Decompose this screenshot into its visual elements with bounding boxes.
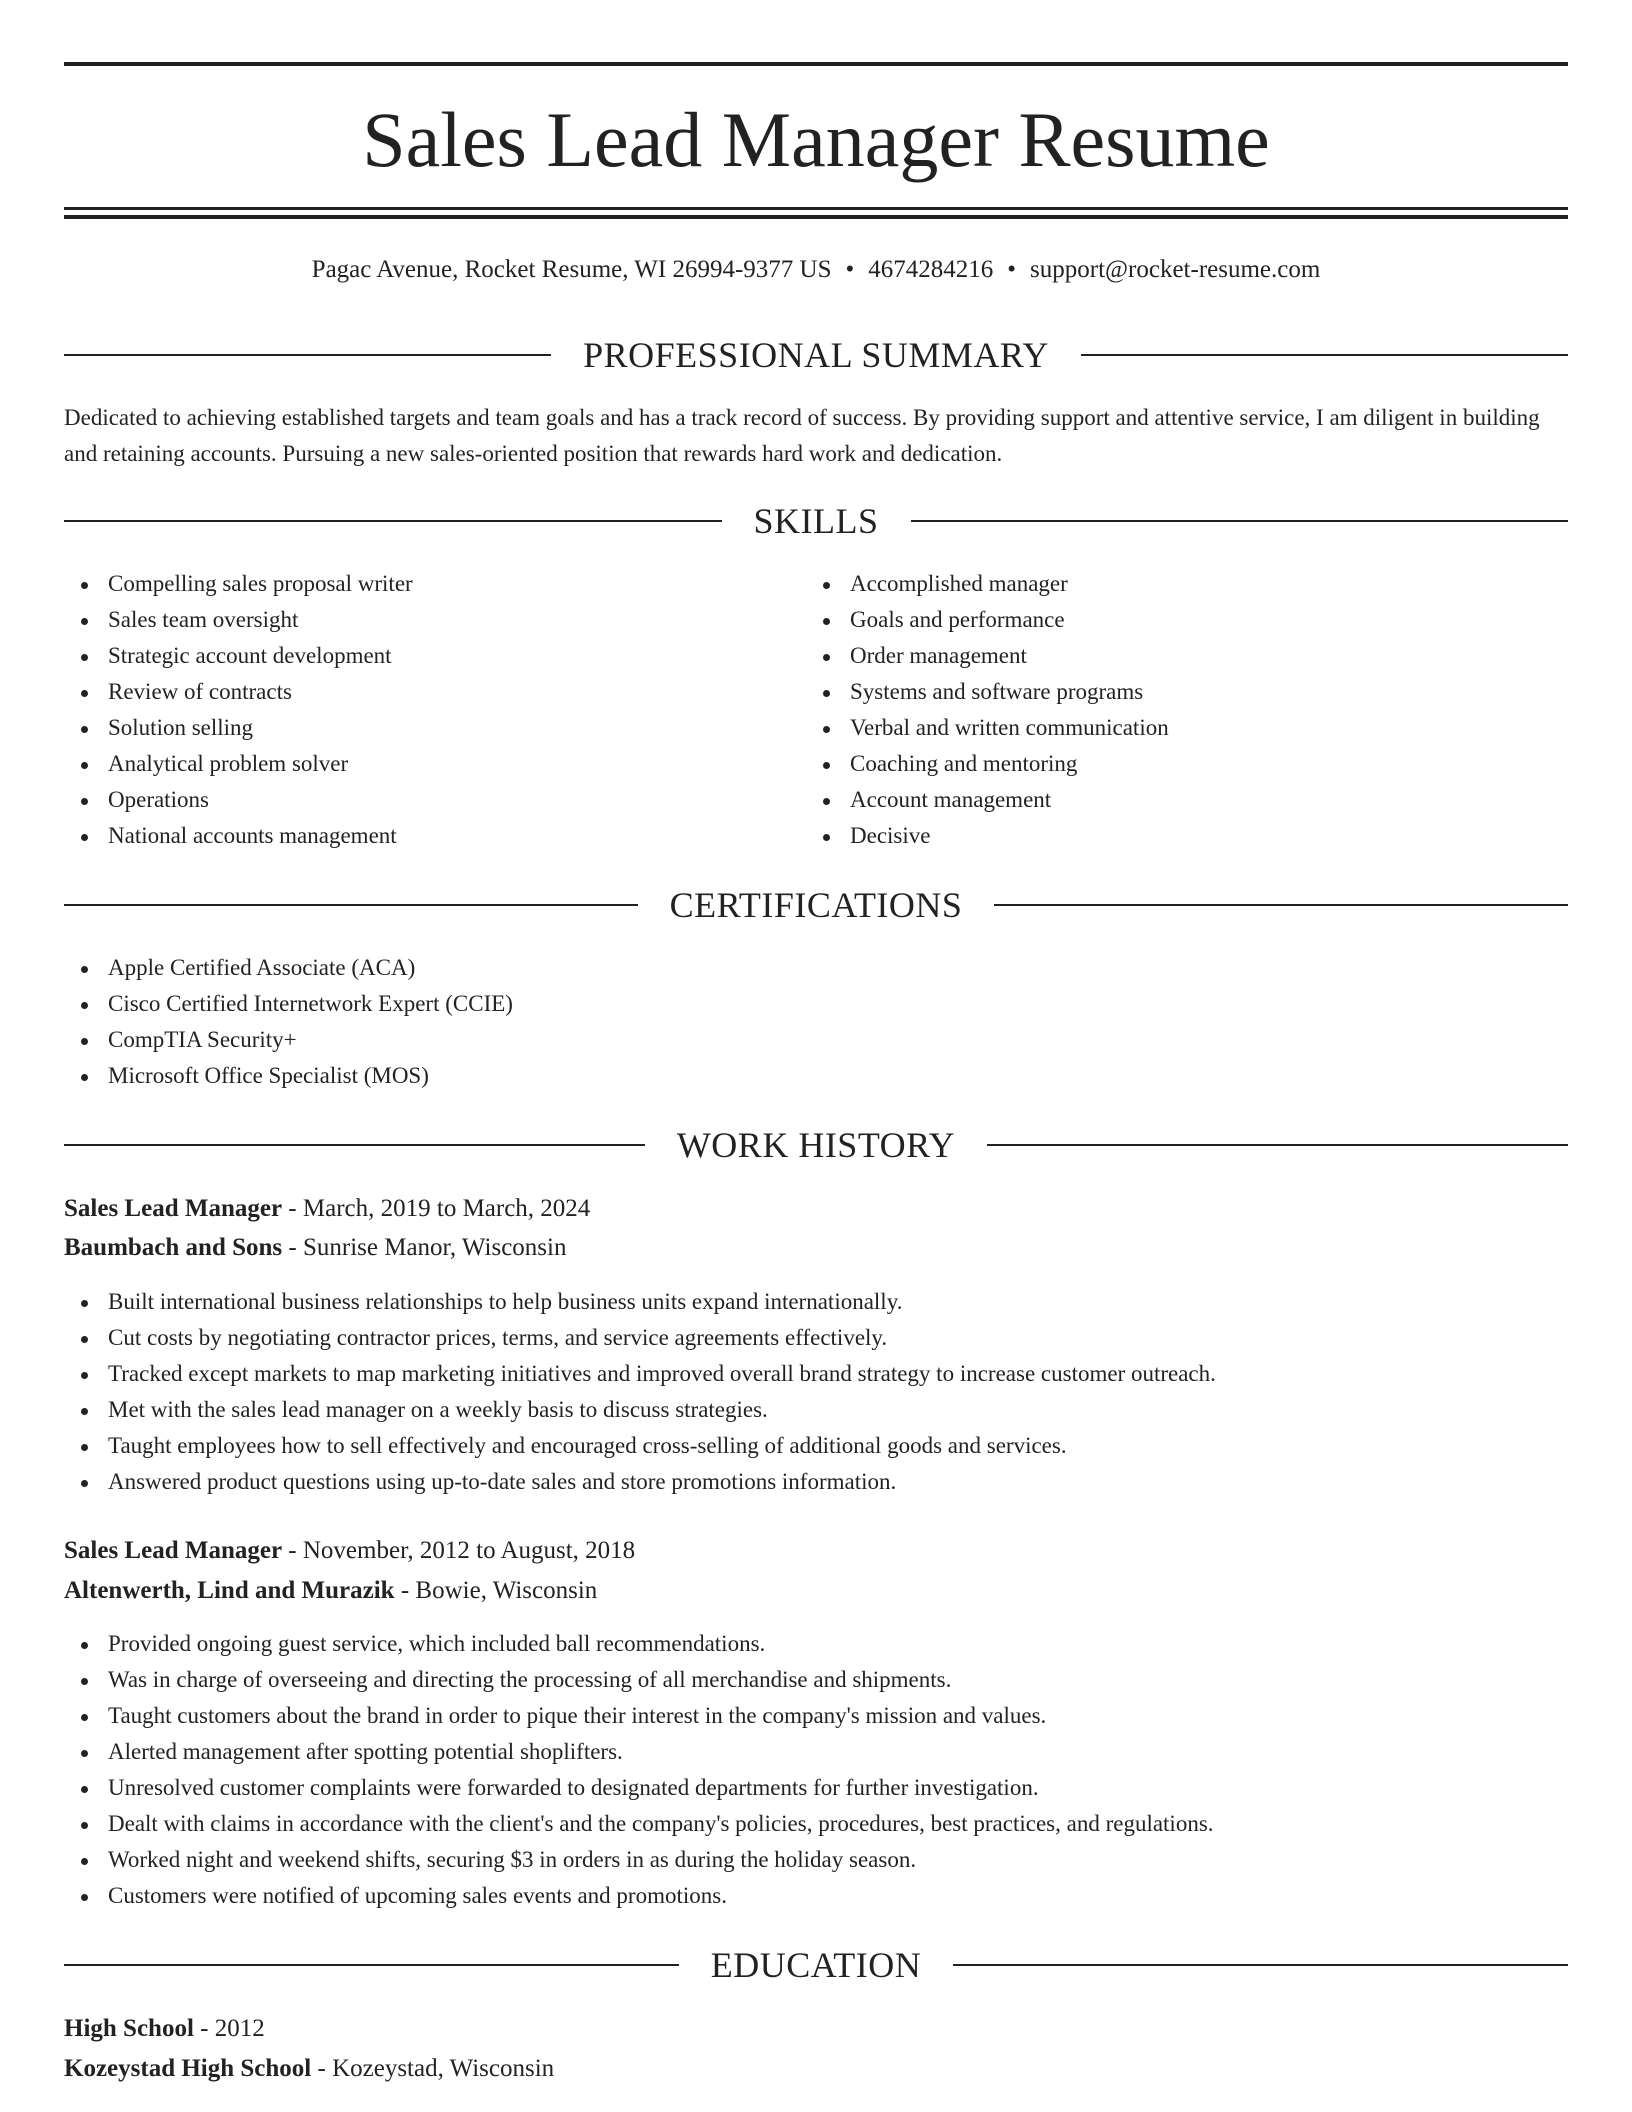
list-item: Goals and performance [806, 602, 1566, 638]
job-title: Sales Lead Manager [64, 1195, 283, 1222]
heading-rule [1081, 354, 1568, 356]
list-item: Provided ongoing guest service, which included ball recommendations. [64, 1626, 1568, 1662]
header-top-rule [64, 62, 1568, 66]
list-item: Tracked except markets to map marketing initiatives and improved overall brand strategy to increase customer outreach. [64, 1356, 1568, 1392]
list-item: Unresolved customer complaints were forwarded to designated departments for further investigation. [64, 1770, 1568, 1806]
list-item: Taught customers about the brand in order to pique their interest in the company's mission and values. [64, 1698, 1568, 1734]
list-item: Decisive [806, 818, 1566, 854]
job-2-company-line [64, 1572, 597, 1610]
job-location: - Sunrise Manor, Wisconsin [282, 1234, 567, 1261]
certifications-list [64, 950, 1568, 1094]
education-location: - Kozeystad, Wisconsin [311, 2055, 555, 2082]
work-history-heading [64, 1120, 1568, 1170]
list-item: Operations [64, 782, 804, 818]
list-item: CompTIA Security+ [64, 1022, 1568, 1058]
list-item: Was in charge of overseeing and directing the processing of all merchandise and shipments. [64, 1662, 1568, 1698]
list-item: Taught employees how to sell effectively and encouraged cross-selling of additional goods and services. [64, 1428, 1568, 1464]
list-item: Solution selling [64, 710, 804, 746]
list-item: Accomplished manager [806, 566, 1566, 602]
header-bottom-rule [64, 207, 1568, 210]
heading-rule [987, 1144, 1568, 1146]
job-1-bullets [64, 1284, 1568, 1500]
list-item: Cisco Certified Internetwork Expert (CCIE) [64, 986, 1568, 1022]
heading-rule [953, 1964, 1568, 1966]
list-item: Sales team oversight [64, 602, 804, 638]
education-degree-line [64, 2010, 265, 2048]
contact-separator: • [1007, 256, 1017, 283]
skills-heading-label: SKILLS [753, 501, 879, 541]
list-item: Alerted management after spotting potential shoplifters. [64, 1734, 1568, 1770]
certifications-heading-label: CERTIFICATIONS [669, 885, 963, 925]
skills-list-right [806, 566, 1566, 854]
list-item: Answered product questions using up-to-date sales and store promotions information. [64, 1464, 1568, 1500]
work-history-heading-label: WORK HISTORY [676, 1125, 956, 1165]
list-item: Built international business relationships to help business units expand internationally. [64, 1284, 1568, 1320]
list-item: Order management [806, 638, 1566, 674]
skills-list-left [64, 566, 804, 854]
job-2-bullets [64, 1626, 1568, 1914]
heading-rule [64, 904, 638, 906]
heading-rule [64, 520, 722, 522]
summary-heading-label: PROFESSIONAL SUMMARY [583, 335, 1049, 375]
list-item: Analytical problem solver [64, 746, 804, 782]
list-item: Verbal and written communication [806, 710, 1566, 746]
list-item: Worked night and weekend shifts, securing $3 in orders in as during the holiday season. [64, 1842, 1568, 1878]
list-item: Compelling sales proposal writer [64, 566, 804, 602]
contact-phone: 4674284216 [868, 256, 994, 283]
education-school: Kozeystad High School [64, 2055, 312, 2082]
list-item: Review of contracts [64, 674, 804, 710]
contact-email[interactable]: support@rocket-resume.com [1030, 256, 1321, 283]
job-location: - Bowie, Wisconsin [394, 1577, 598, 1604]
job-dates: - March, 2019 to March, 2024 [282, 1195, 591, 1222]
job-dates: - November, 2012 to August, 2018 [282, 1537, 636, 1564]
heading-rule [994, 904, 1568, 906]
contact-separator: • [845, 256, 855, 283]
header-bottom-rule-thick [64, 215, 1568, 219]
job-1-company-line [64, 1229, 566, 1267]
education-heading-label: EDUCATION [710, 1945, 922, 1985]
job-title: Sales Lead Manager [64, 1537, 283, 1564]
education-school-line [64, 2050, 554, 2088]
list-item: National accounts management [64, 818, 804, 854]
list-item: Cut costs by negotiating contractor prices, terms, and service agreements effectively. [64, 1320, 1568, 1356]
summary-heading [64, 330, 1568, 380]
skills-heading [64, 496, 1568, 546]
list-item: Customers were notified of upcoming sales events and promotions. [64, 1878, 1568, 1914]
job-2-title-line [64, 1532, 635, 1570]
contact-address: Pagac Avenue, Rocket Resume, WI 26994-9377 US [311, 256, 832, 283]
certifications-heading [64, 880, 1568, 930]
resume-title: Sales Lead Manager Resume [362, 96, 1270, 183]
job-company: Baumbach and Sons [64, 1234, 283, 1261]
summary-text: Dedicated to achieving established targets and team goals and has a track record of success. By providing support and attentive service, I am diligent in building and retaining accounts. Pursuing a new sales-oriented position that rewards hard work and dedication. [64, 405, 1540, 466]
heading-rule [64, 354, 551, 356]
education-heading [64, 1940, 1568, 1990]
list-item: Dealt with claims in accordance with the client's and the company's policies, procedures, best practices, and regulations. [64, 1806, 1568, 1842]
education-year: - 2012 [193, 2015, 265, 2042]
list-item: Met with the sales lead manager on a weekly basis to discuss strategies. [64, 1392, 1568, 1428]
heading-rule [64, 1964, 679, 1966]
job-company: Altenwerth, Lind and Murazik [64, 1577, 395, 1604]
list-item: Systems and software programs [806, 674, 1566, 710]
contact-line [64, 254, 1568, 286]
heading-rule [64, 1144, 645, 1146]
list-item: Microsoft Office Specialist (MOS) [64, 1058, 1568, 1094]
list-item: Account management [806, 782, 1566, 818]
education-degree: High School [64, 2015, 194, 2042]
job-1-title-line [64, 1190, 590, 1228]
heading-rule [911, 520, 1569, 522]
list-item: Coaching and mentoring [806, 746, 1566, 782]
list-item: Strategic account development [64, 638, 804, 674]
list-item: Apple Certified Associate (ACA) [64, 950, 1568, 986]
